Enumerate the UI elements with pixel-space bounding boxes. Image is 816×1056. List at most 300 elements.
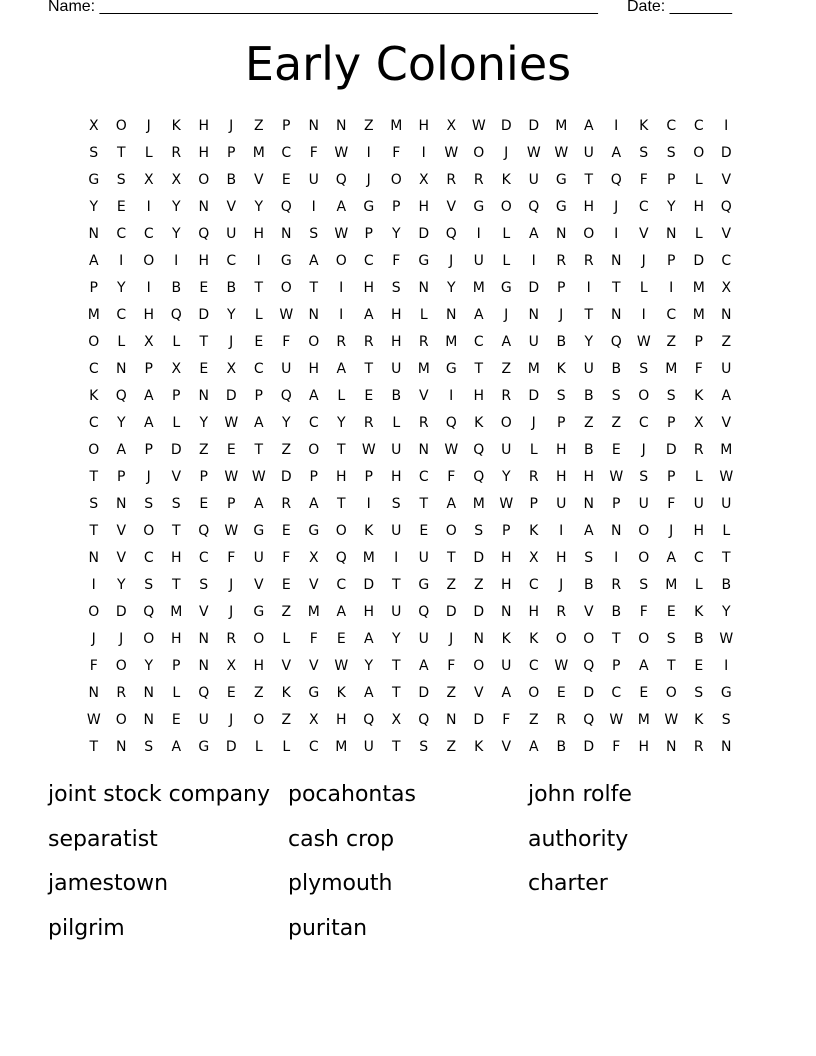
grid-letter: V: [721, 171, 732, 188]
grid-letter: X: [446, 117, 457, 134]
grid-letter: B: [721, 576, 732, 593]
grid-letter: Q: [445, 414, 457, 431]
grid-letter: J: [669, 522, 674, 539]
grid-letter: G: [445, 360, 457, 377]
grid-letter: S: [666, 630, 676, 647]
grid-letter: N: [501, 603, 512, 620]
grid-letter: Z: [253, 684, 264, 701]
grid-letter: V: [308, 657, 319, 674]
grid-letter: O: [253, 711, 265, 728]
grid-letter: N: [143, 684, 154, 701]
grid-letter: M: [692, 279, 705, 296]
grid-letter: S: [144, 576, 154, 593]
grid-letter: O: [115, 117, 127, 134]
grid-letter: Y: [281, 414, 291, 431]
grid-letter: M: [252, 144, 265, 161]
grid-letter: H: [170, 549, 182, 566]
grid-letter: W: [719, 630, 734, 647]
grid-row: [80, 436, 740, 463]
grid-letter: N: [116, 495, 127, 512]
grid-letter: P: [172, 387, 181, 404]
grid-letter: I: [146, 279, 151, 296]
word-bank-row: [48, 869, 768, 914]
grid-letter: T: [116, 144, 126, 161]
grid-letter: Y: [364, 657, 374, 674]
grid-letter: Y: [116, 576, 126, 593]
grid-letter: H: [198, 144, 210, 161]
grid-letter: Q: [528, 198, 540, 215]
grid-letter: F: [282, 549, 291, 566]
grid-letter: W: [719, 468, 734, 485]
grid-letter: V: [446, 198, 457, 215]
grid-letter: Z: [528, 711, 539, 728]
grid-letter: R: [116, 684, 127, 701]
grid-letter: Y: [144, 657, 154, 674]
grid-letter: U: [528, 333, 539, 350]
grid-letter: N: [336, 117, 347, 134]
grid-letter: M: [472, 279, 485, 296]
grid-letter: E: [199, 495, 209, 512]
grid-letter: J: [366, 171, 371, 188]
grid-letter: C: [336, 576, 347, 593]
grid-letter: S: [474, 522, 484, 539]
grid-letter: K: [694, 711, 704, 728]
grid-letter: V: [226, 198, 237, 215]
grid-letter: B: [556, 333, 567, 350]
grid-letter: T: [89, 468, 99, 485]
grid-letter: L: [282, 630, 291, 647]
grid-letter: X: [171, 171, 182, 188]
grid-letter: Q: [198, 225, 210, 242]
grid-letter: E: [666, 603, 676, 620]
grid-letter: D: [198, 306, 210, 323]
grid-letter: Z: [253, 117, 264, 134]
grid-letter: T: [171, 576, 181, 593]
grid-letter: G: [500, 279, 512, 296]
grid-letter: L: [419, 306, 428, 323]
grid-letter: U: [253, 549, 264, 566]
word-bank-row: [48, 780, 768, 825]
grid-letter: H: [473, 387, 485, 404]
grid-letter: C: [116, 225, 127, 242]
grid-letter: X: [308, 549, 319, 566]
grid-letter: T: [446, 549, 456, 566]
grid-letter: J: [146, 117, 151, 134]
grid-row: [80, 517, 740, 544]
grid-letter: I: [366, 495, 371, 512]
grid-letter: A: [528, 225, 539, 242]
grid-letter: O: [390, 171, 402, 188]
grid-letter: W: [444, 441, 459, 458]
grid-letter: O: [473, 657, 485, 674]
grid-letter: H: [555, 468, 567, 485]
grid-letter: H: [500, 576, 512, 593]
grid-letter: C: [226, 252, 237, 269]
grid-letter: N: [88, 684, 99, 701]
grid-letter: J: [229, 117, 234, 134]
grid-letter: A: [501, 684, 512, 701]
grid-letter: T: [89, 738, 99, 755]
grid-letter: Q: [363, 711, 375, 728]
grid-row: [80, 355, 740, 382]
grid-letter: H: [693, 522, 705, 539]
grid-letter: P: [502, 522, 511, 539]
grid-letter: P: [557, 279, 566, 296]
grid-letter: C: [418, 468, 429, 485]
grid-letter: V: [418, 387, 429, 404]
grid-letter: J: [146, 468, 151, 485]
grid-row: [80, 598, 740, 625]
grid-letter: R: [446, 171, 457, 188]
grid-letter: D: [418, 225, 430, 242]
grid-letter: K: [474, 414, 484, 431]
grid-letter: S: [419, 738, 429, 755]
grid-letter: N: [473, 630, 484, 647]
grid-letter: E: [694, 657, 704, 674]
grid-letter: M: [555, 117, 568, 134]
grid-letter: F: [282, 333, 291, 350]
grid-letter: T: [391, 684, 401, 701]
grid-letter: B: [171, 279, 182, 296]
grid-letter: U: [556, 495, 567, 512]
grid-row: [80, 193, 740, 220]
grid-letter: V: [583, 603, 594, 620]
grid-letter: N: [418, 279, 429, 296]
grid-letter: G: [308, 522, 320, 539]
grid-letter: U: [391, 522, 402, 539]
grid-letter: N: [446, 711, 457, 728]
grid-letter: Z: [501, 360, 512, 377]
grid-letter: A: [253, 414, 264, 431]
grid-letter: T: [584, 306, 594, 323]
grid-row: [80, 463, 740, 490]
grid-letter: P: [172, 657, 181, 674]
grid-letter: N: [198, 657, 209, 674]
grid-letter: J: [229, 603, 234, 620]
grid-letter: P: [612, 657, 621, 674]
grid-letter: M: [335, 738, 348, 755]
grid-letter: Y: [199, 414, 209, 431]
grid-letter: G: [418, 576, 430, 593]
grid-letter: Q: [280, 198, 292, 215]
grid-letter: I: [559, 522, 564, 539]
grid-letter: W: [334, 657, 349, 674]
name-field-label: Name: ________________________________________________________: [48, 0, 598, 15]
grid-letter: O: [143, 522, 155, 539]
grid-letter: Q: [418, 603, 430, 620]
grid-letter: X: [88, 117, 99, 134]
grid-letter: M: [362, 549, 375, 566]
grid-letter: S: [666, 387, 676, 404]
grid-letter: F: [309, 144, 318, 161]
grid-letter: E: [639, 684, 649, 701]
grid-letter: O: [473, 144, 485, 161]
grid-letter: D: [363, 576, 375, 593]
grid-row: [80, 625, 740, 652]
grid-letter: A: [143, 414, 154, 431]
grid-letter: A: [666, 549, 677, 566]
grid-letter: P: [227, 495, 236, 512]
grid-letter: D: [115, 603, 127, 620]
grid-row: [80, 679, 740, 706]
grid-letter: G: [720, 684, 732, 701]
grid-letter: Z: [721, 333, 732, 350]
grid-letter: I: [586, 279, 591, 296]
grid-letter: V: [116, 549, 127, 566]
grid-letter: H: [528, 603, 540, 620]
grid-letter: S: [116, 171, 126, 188]
grid-letter: Z: [473, 576, 484, 593]
grid-letter: S: [309, 225, 319, 242]
grid-letter: M: [665, 360, 678, 377]
word-bank-row: [48, 825, 768, 870]
grid-letter: X: [418, 171, 429, 188]
grid-letter: U: [391, 441, 402, 458]
grid-letter: G: [280, 252, 292, 269]
grid-letter: H: [390, 333, 402, 350]
word-bank: [48, 780, 768, 958]
grid-letter: X: [226, 657, 237, 674]
grid-letter: D: [418, 684, 430, 701]
grid-letter: G: [308, 684, 320, 701]
grid-letter: A: [143, 387, 154, 404]
grid-letter: C: [88, 360, 99, 377]
grid-letter: U: [363, 738, 374, 755]
grid-letter: C: [638, 198, 649, 215]
grid-letter: H: [308, 360, 320, 377]
grid-letter: V: [638, 225, 649, 242]
grid-letter: X: [226, 360, 237, 377]
grid-letter: H: [170, 630, 182, 647]
grid-letter: C: [253, 360, 264, 377]
grid-letter: R: [556, 711, 567, 728]
grid-letter: K: [694, 603, 704, 620]
grid-letter: B: [583, 441, 594, 458]
grid-letter: P: [392, 198, 401, 215]
grid-letter: I: [339, 279, 344, 296]
grid-letter: C: [528, 576, 539, 593]
grid-letter: F: [89, 657, 98, 674]
grid-letter: A: [308, 252, 319, 269]
grid-letter: K: [474, 738, 484, 755]
grid-letter: E: [364, 387, 374, 404]
grid-letter: F: [667, 495, 676, 512]
grid-letter: Q: [583, 711, 595, 728]
grid-letter: J: [449, 252, 454, 269]
grid-row: [80, 706, 740, 733]
grid-letter: W: [334, 225, 349, 242]
grid-letter: E: [254, 333, 264, 350]
grid-letter: I: [91, 576, 96, 593]
grid-letter: U: [281, 360, 292, 377]
grid-letter: M: [637, 711, 650, 728]
grid-letter: D: [473, 603, 485, 620]
grid-letter: X: [143, 171, 154, 188]
grid-letter: A: [583, 117, 594, 134]
grid-letter: W: [554, 657, 569, 674]
grid-letter: H: [363, 603, 375, 620]
grid-letter: T: [336, 441, 346, 458]
grid-letter: Y: [226, 306, 236, 323]
grid-letter: N: [611, 522, 622, 539]
grid-letter: Q: [198, 684, 210, 701]
word-bank-item: john rolfe: [528, 782, 632, 807]
grid-letter: R: [418, 333, 429, 350]
grid-letter: H: [253, 225, 265, 242]
grid-letter: G: [198, 738, 210, 755]
grid-letter: H: [198, 117, 210, 134]
grid-letter: I: [366, 144, 371, 161]
grid-letter: A: [638, 657, 649, 674]
grid-letter: C: [693, 549, 704, 566]
grid-letter: O: [528, 684, 540, 701]
grid-letter: Y: [116, 279, 126, 296]
grid-letter: T: [199, 333, 209, 350]
grid-letter: N: [198, 198, 209, 215]
grid-letter: E: [226, 684, 236, 701]
grid-letter: H: [583, 198, 595, 215]
word-bank-item: jamestown: [48, 871, 169, 896]
grid-letter: S: [89, 495, 99, 512]
grid-letter: I: [311, 198, 316, 215]
grid-letter: L: [694, 576, 703, 593]
grid-letter: U: [693, 495, 704, 512]
grid-letter: I: [421, 144, 426, 161]
grid-letter: C: [693, 117, 704, 134]
grid-letter: I: [146, 198, 151, 215]
grid-letter: F: [447, 468, 456, 485]
grid-letter: Q: [170, 306, 182, 323]
grid-letter: W: [664, 711, 679, 728]
grid-letter: W: [636, 333, 651, 350]
grid-letter: L: [172, 333, 181, 350]
grid-letter: A: [363, 630, 374, 647]
grid-letter: N: [308, 306, 319, 323]
grid-letter: Z: [446, 684, 457, 701]
grid-letter: P: [364, 468, 373, 485]
grid-letter: L: [337, 387, 346, 404]
grid-letter: A: [336, 198, 347, 215]
grid-letter: Y: [116, 414, 126, 431]
grid-letter: N: [88, 225, 99, 242]
grid-letter: T: [666, 657, 676, 674]
grid-letter: U: [418, 630, 429, 647]
grid-letter: N: [281, 225, 292, 242]
grid-row: [80, 328, 740, 355]
grid-letter: S: [694, 684, 704, 701]
grid-letter: U: [721, 360, 732, 377]
grid-letter: R: [501, 387, 512, 404]
grid-letter: K: [529, 630, 539, 647]
grid-letter: R: [171, 144, 182, 161]
grid-letter: W: [361, 441, 376, 458]
word-bank-item: joint stock company: [48, 782, 271, 807]
grid-letter: D: [170, 441, 182, 458]
grid-letter: D: [528, 387, 540, 404]
grid-letter: Y: [721, 603, 731, 620]
grid-letter: O: [583, 225, 595, 242]
grid-letter: B: [583, 387, 594, 404]
grid-letter: Z: [281, 441, 292, 458]
grid-row: [80, 382, 740, 409]
grid-letter: G: [555, 198, 567, 215]
grid-letter: V: [721, 414, 732, 431]
grid-letter: D: [583, 738, 595, 755]
grid-letter: W: [526, 144, 541, 161]
grid-letter: O: [693, 144, 705, 161]
grid-letter: A: [418, 657, 429, 674]
grid-letter: P: [227, 144, 236, 161]
grid-letter: N: [611, 252, 622, 269]
grid-letter: H: [335, 468, 347, 485]
grid-letter: O: [115, 711, 127, 728]
grid-letter: K: [694, 387, 704, 404]
grid-letter: L: [529, 441, 538, 458]
grid-letter: U: [198, 711, 209, 728]
grid-letter: M: [527, 360, 540, 377]
grid-letter: K: [89, 387, 99, 404]
grid-letter: N: [116, 360, 127, 377]
grid-letter: H: [418, 198, 430, 215]
grid-letter: V: [281, 657, 292, 674]
grid-letter: Q: [418, 711, 430, 728]
grid-row: [80, 301, 740, 328]
grid-letter: U: [391, 360, 402, 377]
grid-letter: E: [281, 171, 291, 188]
grid-letter: I: [174, 252, 179, 269]
grid-row: [80, 274, 740, 301]
grid-letter: I: [641, 306, 646, 323]
grid-letter: O: [88, 333, 100, 350]
grid-letter: R: [693, 441, 704, 458]
grid-letter: L: [282, 738, 291, 755]
grid-letter: A: [116, 441, 127, 458]
grid-letter: J: [229, 333, 234, 350]
grid-letter: L: [172, 414, 181, 431]
grid-letter: S: [89, 144, 99, 161]
grid-letter: P: [557, 414, 566, 431]
grid-row: [80, 544, 740, 571]
grid-letter: G: [473, 198, 485, 215]
grid-letter: C: [638, 414, 649, 431]
grid-letter: E: [611, 441, 621, 458]
grid-letter: H: [583, 468, 595, 485]
grid-letter: A: [583, 522, 594, 539]
grid-letter: V: [116, 522, 127, 539]
grid-letter: T: [391, 576, 401, 593]
grid-letter: Y: [391, 225, 401, 242]
grid-letter: N: [446, 306, 457, 323]
grid-letter: D: [500, 117, 512, 134]
grid-letter: C: [666, 306, 677, 323]
grid-letter: D: [528, 279, 540, 296]
grid-letter: R: [473, 171, 484, 188]
grid-letter: W: [224, 468, 239, 485]
grid-letter: P: [144, 360, 153, 377]
grid-letter: N: [308, 117, 319, 134]
grid-letter: Z: [281, 603, 292, 620]
grid-letter: O: [335, 252, 347, 269]
grid-letter: U: [473, 252, 484, 269]
grid-letter: T: [254, 279, 264, 296]
grid-row: [80, 139, 740, 166]
grid-letter: Q: [473, 441, 485, 458]
grid-letter: W: [224, 522, 239, 539]
grid-letter: N: [556, 225, 567, 242]
grid-letter: Q: [445, 225, 457, 242]
grid-row: [80, 409, 740, 436]
grid-letter: Y: [446, 279, 456, 296]
